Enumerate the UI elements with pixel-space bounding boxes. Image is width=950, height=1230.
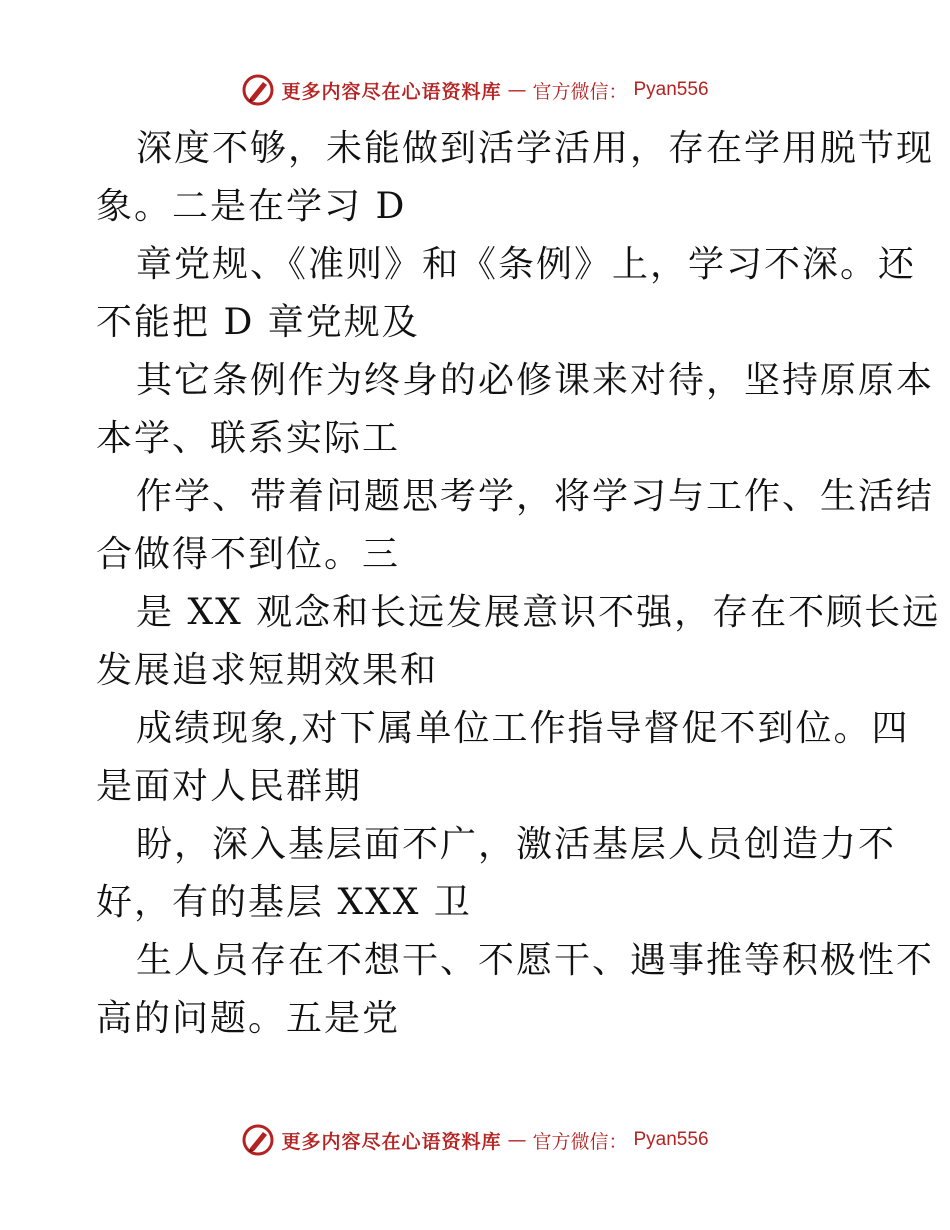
watermark-wechat-id: Pyan556 [633, 1129, 709, 1150]
text-line: 高的问题。五是党 [96, 998, 401, 1039]
text-line: 作学、带着问题思考学，将学习与工作、生活结 [136, 476, 935, 517]
text-line: 好，有的基层 XXX 卫 [96, 882, 472, 923]
text-line: 成绩现象,对下属单位工作指导督促不到位。四 [136, 708, 910, 749]
watermark-text: 更多内容尽在心语资料库 [281, 80, 502, 103]
text-line: 是面对人民群期 [96, 766, 363, 807]
footer-watermark [0, 1120, 950, 1160]
body-text [96, 120, 941, 1048]
text-line: 是 XX 观念和长远发展意识不强，存在不顾长远 [136, 592, 941, 633]
text-line: 不能把 D 章党规及 [96, 302, 420, 343]
text-line: 盼，深入基层面不广，激活基层人员创造力不 [136, 824, 897, 865]
watermark-text: 更多内容尽在心语资料库 [281, 1130, 502, 1153]
watermark-wechat-id: Pyan556 [633, 79, 709, 100]
text-line: 章党规、《准则》和《条例》上，学习不深。还 [136, 244, 917, 285]
watermark-dash: — [507, 79, 527, 101]
watermark-wechat-label: 官方微信： [532, 1130, 628, 1153]
header-watermark [0, 70, 950, 110]
text-line: 其它条例作为终身的必修课来对待，坚持原原本 [136, 360, 935, 401]
text-line: 本学、联系实际工 [96, 418, 401, 459]
watermark-dash: — [507, 1129, 527, 1151]
text-line: 合做得不到位。三 [96, 534, 401, 575]
text-line: 发展追求短期效果和 [96, 650, 439, 691]
pen-logo-icon [241, 1123, 275, 1157]
text-line: 象。二是在学习 D [96, 186, 407, 227]
pen-logo-icon [241, 73, 275, 107]
text-line: 生人员存在不想干、不愿干、遇事推等积极性不 [136, 940, 935, 981]
text-line: 深度不够，未能做到活学活用，存在学用脱节现 [136, 128, 935, 169]
watermark-wechat-label: 官方微信： [532, 80, 628, 103]
